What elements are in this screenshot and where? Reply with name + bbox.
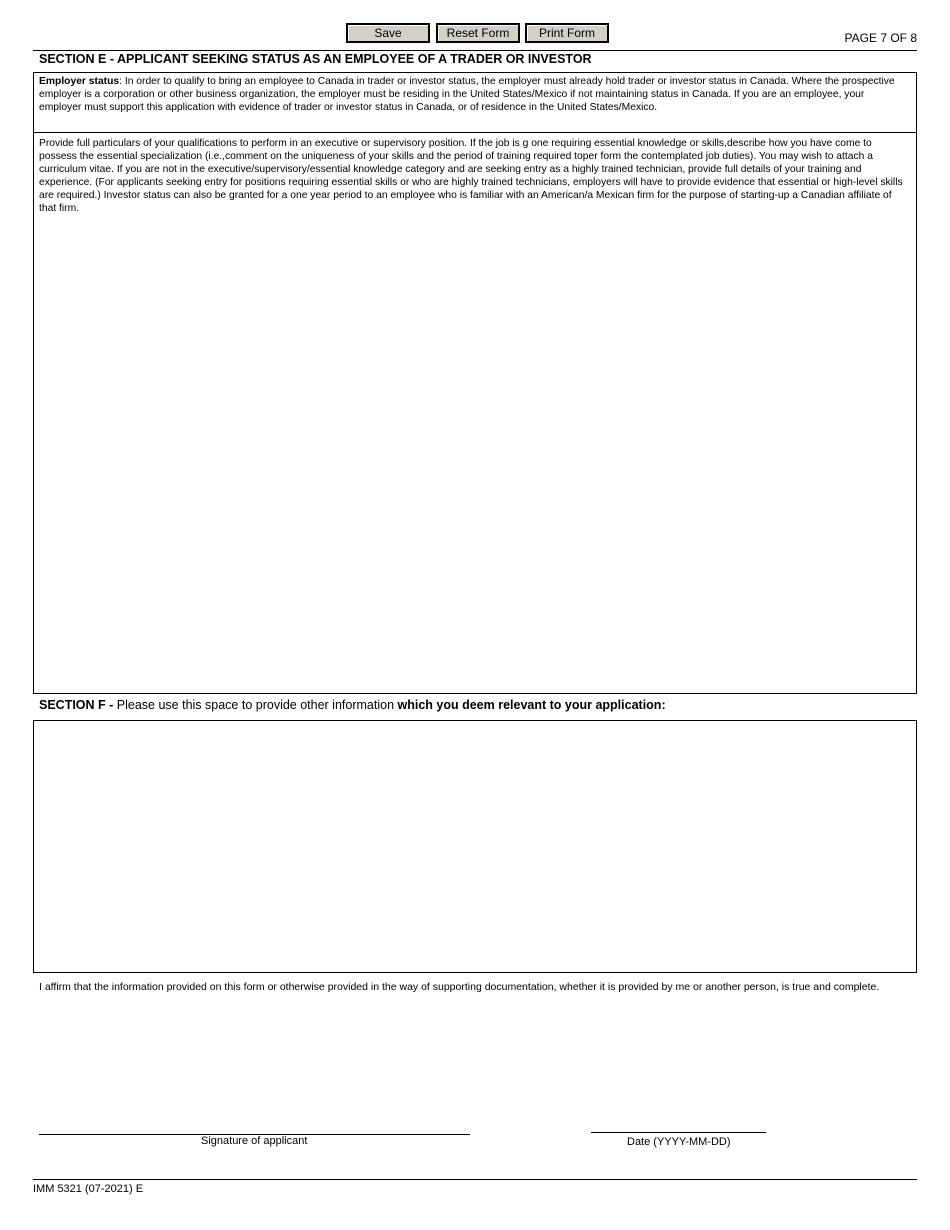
qualifications-instructions: Provide full particulars of your qualifications to perform in an executive or supervisory position. If the job is g one requiring essential knowledge or skills,describe how you have come to possess the essential specialization (i.e.,comment on the uniqueness of your skills and the period of training required toper form the contemplated job duties). You may wish to attach a curriculum vitae. If you are not in the executive/supervisory/essential knowledge category and are seeking entry as a highly trained technician, provide full details of your training and experience. (For applicants seeking entry for positions requiring essential skills or who are highly trained technicians, employers will have to provide evidence that essential or high-level skills are required.) Investor status can also be granted for a one year period to an employee who is familiar with an American/a Mexican firm for the purpose of starting-up a Canadian affiliate of that firm. xyxy=(39,138,903,214)
employer-status-label: Employer status xyxy=(39,76,120,87)
affirmation-statement: I affirm that the information provided on this form or otherwise provided in the way of supporting documentation, whether it is provided by me or another person, is true and complete. xyxy=(39,981,880,993)
section-f-label-normal: Please use this space to provide other information xyxy=(116,698,398,712)
section-f-label-bold: SECTION F - xyxy=(39,698,117,712)
employer-status-text: : In order to qualify to bring an employee to Canada in trader or investor status, the employer must already hold trader or investor status in Canada. Where the prospective employer is a corporation or other business organization, the employer must be residing in the United States/Mexico if not maintaining status in Canada. If you are an employee, your employer must support this application with evidence of trader or investor status in Canada, or of residence in the United States/Mexico. xyxy=(39,76,895,113)
print-form-button[interactable]: Print Form xyxy=(525,23,609,43)
section-f-label xyxy=(39,698,666,712)
page-number: PAGE 7 OF 8 xyxy=(844,31,917,45)
section-e-divider xyxy=(33,132,917,133)
reset-form-button[interactable]: Reset Form xyxy=(436,23,520,43)
qualifications-textarea[interactable] xyxy=(37,216,917,694)
section-e-top-rule xyxy=(33,50,917,51)
save-button[interactable]: Save xyxy=(346,23,430,43)
section-f-label-bold-end: which you deem relevant to your application: xyxy=(397,698,666,712)
form-id: IMM 5321 (07-2021) E xyxy=(33,1183,144,1195)
date-line[interactable] xyxy=(591,1132,766,1133)
other-information-textarea[interactable] xyxy=(37,724,917,973)
employer-status-paragraph xyxy=(39,75,909,114)
signature-label: Signature of applicant xyxy=(201,1135,308,1147)
date-label: Date (YYYY-MM-DD) xyxy=(627,1136,731,1148)
section-e-title: SECTION E - APPLICANT SEEKING STATUS AS AN EMPLOYEE OF A TRADER OR INVESTOR xyxy=(39,52,592,66)
footer-rule xyxy=(33,1179,917,1180)
